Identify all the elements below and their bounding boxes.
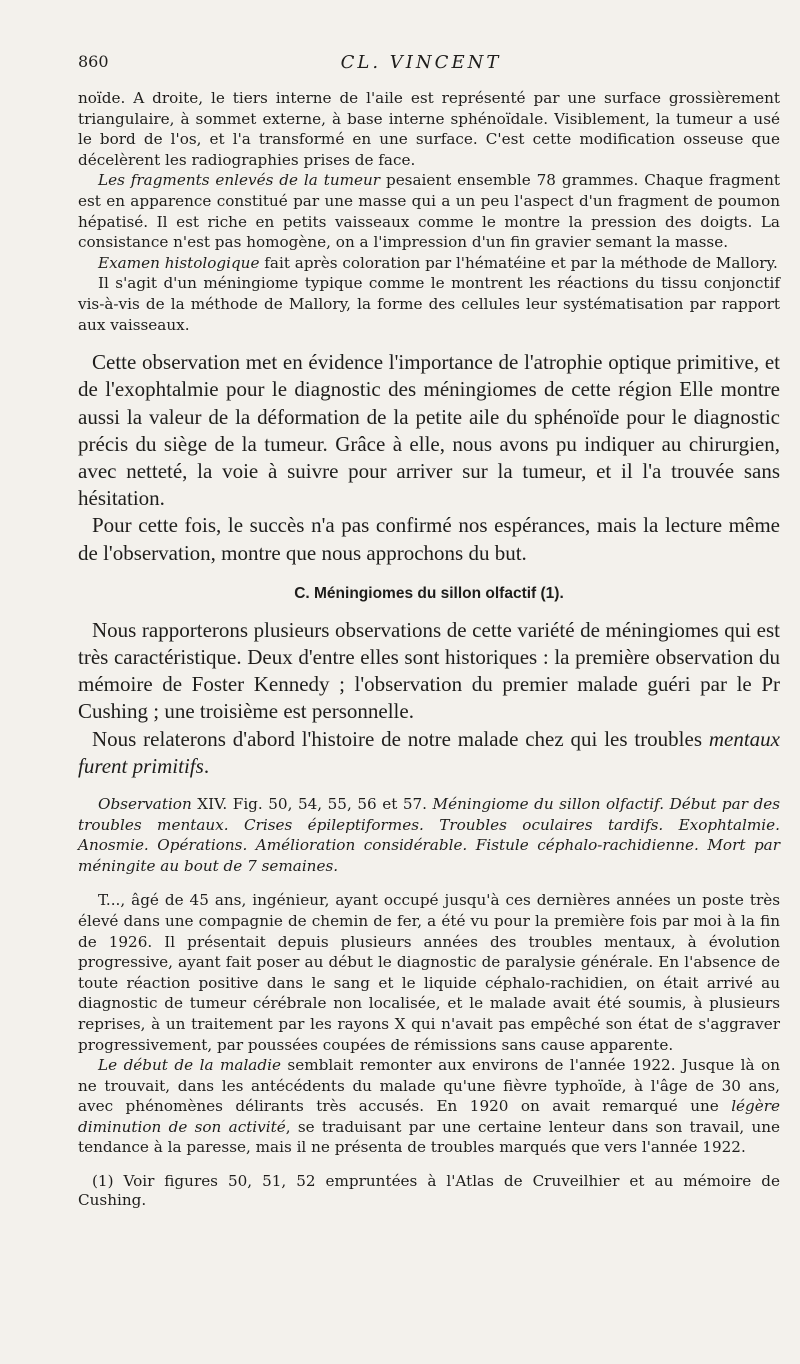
observation-label: Observation — [98, 794, 192, 813]
onset-text-b: , se traduisant par une certaine lenteur dans son travail, une tendance à la paresse, mais il ne présenta de troubles marqués que vers l'année 1922. — [78, 1117, 781, 1157]
running-title: CL. VINCENT — [340, 52, 502, 73]
page-header — [64, 52, 778, 76]
histology-lead: Examen histologique — [98, 253, 260, 272]
fragments-lead: Les fragments enlevés de la tumeur — [98, 171, 381, 190]
page-content — [78, 88, 780, 1210]
observation-summary: Méningiome du sillon olfactif. Début par des troubles mentaux. Crises épileptiformes. Troubles oculaires tardifs. Exophtalmie. Anosmie. Opérations. Amélioration considérable. Fistule céphalo-rachidienne. Mort par méningite au bout de 7 semaines. — [78, 794, 780, 875]
relate-italic: mentaux furent primitifs — [78, 726, 780, 778]
relate-text-b: . — [203, 753, 210, 778]
paragraph-histology — [78, 253, 780, 274]
paragraph-success: Pour cette fois, le succès n'a pas confirmé nos espérances, mais la lecture même de l'observation, montre que nous approchons du but. — [78, 513, 780, 565]
relate-text-a: Nous relaterons d'abord l'histoire de notre malade chez qui les troubles — [92, 726, 709, 751]
onset-lead: Le début de la maladie — [98, 1056, 281, 1075]
histology-text: fait après coloration par l'hématéine et par la méthode de Mallory. — [259, 253, 778, 272]
paragraph-observations-intro: Nous rapporterons plusieurs observations de cette variété de méningiomes qui est très caractéristique. Deux d'entre elles sont historiques : la première observation du mémoire de Foster Kennedy ; l'observation du premier malade guéri par le Pr Cushing ; une troisième est personnelle. — [78, 617, 780, 724]
paragraph-patient-history: T..., âgé de 45 ans, ingénieur, ayant occupé jusqu'à ces dernières années un poste très élevé dans une compagnie de chemin de fer, a été vu pour la première fois par moi à la fin de 1926. Il présentait depuis plusieurs années des troubles mentaux, à évolution progressive, ayant fait poser au début le diagnostic de paralysie générale. En l'absence de toute réaction positive dans le sang et le liquide céphalo-rachidien, on était arrivé au diagnostic de tumeur cérébrale non localisée, et le malade avait été soumis, à plusieurs reprises, à un traitement par les rayons X qui n'avait pas empêché son état de s'aggraver progressivement, par poussées coupées de rémissions sans cause apparente. — [78, 891, 780, 1054]
paragraph-fragments — [78, 170, 780, 252]
paragraph-disease-onset — [78, 1055, 780, 1158]
fragments-text: pesaient ensemble 78 grammes. Chaque fragment est en apparence constitué par une masse qui a un peu l'aspect d'un fragment de poumon hépatisé. Il est riche en petits vaisseaux comme le montre la pression des doigts. La consistance n'est pas homogène, on a l'impression d'un fin gravier semant la masse. — [78, 171, 780, 252]
onset-italic: légère diminution de son activité — [78, 1097, 780, 1136]
paragraph-observation-importance: Cette observation met en évidence l'importance de l'atrophie optique primitive, et de l'exophtalmie pour le diagnostic des méningiomes de cette région Elle montre aussi la valeur de la déformation de la petite aile du sphénoïde pour le diagnostic précis du siège de la tumeur. Grâce à elle, nous avons pu indiquer au chirurgien, avec netteté, la voie à suivre pour arriver sur la tumeur, et il l'a trouvée sans hésitation. — [78, 350, 780, 511]
paragraph-meningioma-typical: Il s'agit d'un méningiome typique comme le montrent les réactions du tissu conjonctif vis-à-vis de la méthode de Mallory, la forme des cellules leur systématisation par rapport aux vaisseaux. — [78, 274, 780, 334]
observation-heading — [78, 794, 780, 876]
footnote: (1) Voir figures 50, 51, 52 empruntées à l'Atlas de Cruveilhier et au mémoire de Cushing. — [78, 1172, 780, 1210]
paragraph-relate-history — [78, 726, 780, 780]
paragraph-bone-modification: noïde. A droite, le tiers interne de l'aile est représenté par une surface grossièrement triangulaire, à sommet externe, à base interne sphénoïdale. Visiblement, la tumeur a usé le bord de l'os, et l'a transformé en une surface. C'est cette modification osseuse que décelèrent les radiographies prises de face. — [78, 89, 780, 169]
section-title: C. Méningiomes du sillon olfactif (1). — [294, 584, 564, 602]
onset-text-a: semblait remonter aux environs de l'année 1922. Jusque là on ne trouvait, dans les antécédents du malade qu'une fièvre typhoïde, à l'âge de 30 ans, avec phénomènes délirants très accusés. En 1920 on avait remarqué une — [78, 1056, 780, 1116]
page-number: 860 — [78, 52, 109, 71]
observation-number: XIV. Fig. 50, 54, 55, 56 et 57. — [191, 794, 433, 813]
